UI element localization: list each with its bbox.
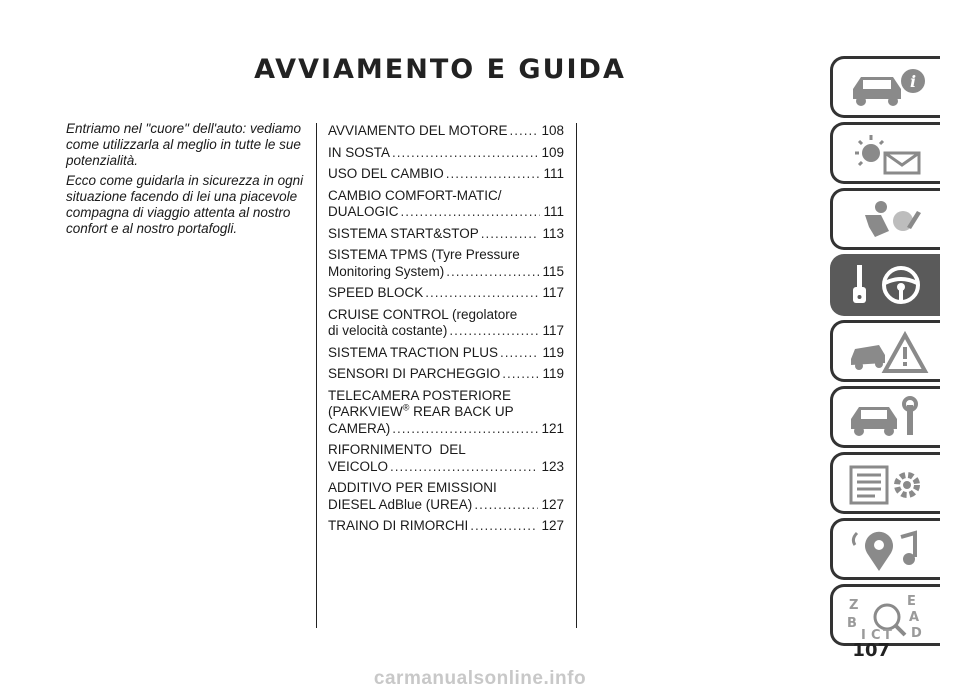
toc-label-line: (PARKVIEW® REAR BACK UP — [328, 402, 514, 419]
technical-data-icon — [845, 461, 935, 507]
toc-leader — [449, 323, 539, 340]
toc-label-line: CAMBIO COMFORT-MATIC/ — [328, 187, 502, 203]
toc-label: SPEED BLOCK — [328, 285, 424, 300]
page-number: 107 — [852, 640, 890, 661]
toc-label: Monitoring System) — [328, 263, 445, 279]
toc-page: 127 — [541, 496, 564, 512]
toc-label: TRAINO DI RIMORCHI — [328, 518, 469, 533]
toc-label-line: TELECAMERA POSTERIORE — [328, 387, 512, 403]
toc-label: SISTEMA START&STOP — [328, 225, 479, 241]
index-letter: T — [883, 628, 892, 639]
tab-maintenance[interactable] — [830, 386, 940, 448]
index-letter: Z — [849, 598, 859, 613]
index-letter: C — [871, 628, 881, 639]
toc-label: IN SOSTA — [328, 144, 391, 160]
toc-label-line: ADDITIVO PER EMISSIONI — [328, 480, 497, 495]
toc-label: VEICOLO — [328, 458, 389, 474]
toc-entry-cruise-control[interactable] — [328, 307, 564, 340]
toc-page: 108 — [541, 123, 564, 138]
tab-multimedia[interactable] — [830, 518, 940, 580]
column-divider-left — [316, 123, 317, 628]
toc-page: 121 — [541, 420, 564, 436]
toc-label: SISTEMA TRACTION PLUS — [328, 344, 499, 360]
toc-entry-start-stop[interactable] — [328, 226, 564, 243]
toc-label: DIESEL AdBlue (UREA) — [328, 496, 473, 512]
tab-warning-lights[interactable] — [830, 122, 940, 184]
chapter-tabs — [830, 56, 940, 650]
toc-entry-sensori-parcheggio[interactable] — [328, 366, 564, 383]
toc-leader — [446, 264, 539, 281]
toc-leader — [502, 366, 539, 383]
toc-page: 127 — [541, 518, 564, 533]
toc-label: USO DEL CAMBIO — [328, 166, 444, 181]
key-steering-wheel-icon — [845, 263, 935, 309]
tab-technical-data[interactable] — [830, 452, 940, 514]
toc-entry-rifornimento[interactable] — [328, 442, 564, 475]
toc-entry-adblue[interactable] — [328, 480, 564, 513]
toc-page: 119 — [542, 366, 564, 381]
toc-leader — [470, 518, 538, 535]
toc-label-line: RIFORNIMENTO DEL — [328, 442, 466, 457]
toc-leader — [425, 285, 539, 302]
toc-leader — [500, 345, 539, 362]
table-of-contents — [328, 123, 564, 540]
toc-label: di velocità costante) — [328, 323, 448, 338]
toc-label: SENSORI DI PARCHEGGIO — [328, 366, 501, 381]
toc-label: DUALOGIC — [328, 204, 399, 219]
toc-page: 117 — [542, 285, 564, 300]
toc-leader — [510, 123, 539, 140]
watermark: carmanualsonline.info — [373, 668, 587, 689]
toc-page: 117 — [542, 323, 564, 338]
tab-emergency[interactable] — [830, 320, 940, 382]
column-divider-right — [576, 123, 577, 628]
toc-entry-traino[interactable] — [328, 518, 564, 535]
toc-entry-speed-block[interactable] — [328, 285, 564, 302]
intro-paragraph-1: Entriamo nel "cuore" dell'auto: vediamo come utilizzarla al meglio in tutte le sue potenzialità. — [66, 121, 302, 168]
car-info-icon — [845, 65, 935, 111]
toc-entry-tpms[interactable] — [328, 247, 564, 280]
toc-page: 119 — [542, 344, 564, 360]
toc-entry-comfort-matic[interactable] — [328, 188, 564, 221]
toc-label-line: CRUISE CONTROL (regolatore — [328, 306, 518, 322]
toc-leader — [474, 497, 538, 514]
toc-entry-sosta[interactable] — [328, 145, 564, 162]
toc-label: CAMERA) — [328, 420, 391, 436]
index-letter: A — [909, 610, 920, 625]
toc-leader — [392, 145, 538, 162]
tab-safety[interactable] — [830, 188, 940, 250]
toc-leader — [401, 204, 541, 221]
toc-page: 111 — [543, 166, 564, 181]
tab-starting-and-driving[interactable] — [830, 254, 940, 316]
toc-leader — [481, 226, 540, 243]
tab-alphabetical-index[interactable] — [830, 584, 940, 646]
toc-entry-telecamera[interactable] — [328, 388, 564, 438]
tab-knowing-the-car[interactable] — [830, 56, 940, 118]
toc-label: AVVIAMENTO DEL MOTORE — [328, 123, 508, 138]
toc-page: 109 — [541, 144, 564, 160]
intro-paragraph-2: Ecco come guidarla in sicurezza in ogni situazione facendo di lei una piacevole compagna di viaggio attenta al nostro confort e al nostro portafogli. — [66, 173, 304, 236]
toc-page: 123 — [541, 458, 564, 474]
index-letter: B — [847, 616, 857, 631]
emergency-car-icon — [845, 329, 935, 375]
toc-entry-avviamento[interactable] — [328, 123, 564, 140]
index-letter: D — [911, 626, 922, 639]
airbag-seat-icon — [845, 197, 935, 243]
chapter-intro — [66, 121, 316, 241]
alphabetical-index-icon — [845, 593, 935, 639]
toc-leader — [390, 459, 538, 476]
index-letter: E — [907, 594, 916, 609]
toc-label-line: SISTEMA TPMS (Tyre Pressure — [328, 247, 520, 262]
toc-entry-cambio[interactable] — [328, 166, 564, 183]
chapter-title: AVVIAMENTO E GUIDA — [254, 54, 626, 85]
warning-lights-message-icon — [845, 131, 935, 177]
svg-text:i: i — [909, 72, 917, 91]
toc-page: 111 — [543, 204, 564, 219]
toc-leader — [446, 166, 541, 183]
car-maintenance-icon — [845, 395, 935, 441]
toc-entry-traction-plus[interactable] — [328, 345, 564, 362]
toc-page: 113 — [542, 225, 564, 241]
toc-page: 115 — [542, 263, 564, 279]
multimedia-icon — [845, 527, 935, 573]
index-letter: I — [861, 628, 866, 639]
toc-leader — [392, 421, 538, 438]
